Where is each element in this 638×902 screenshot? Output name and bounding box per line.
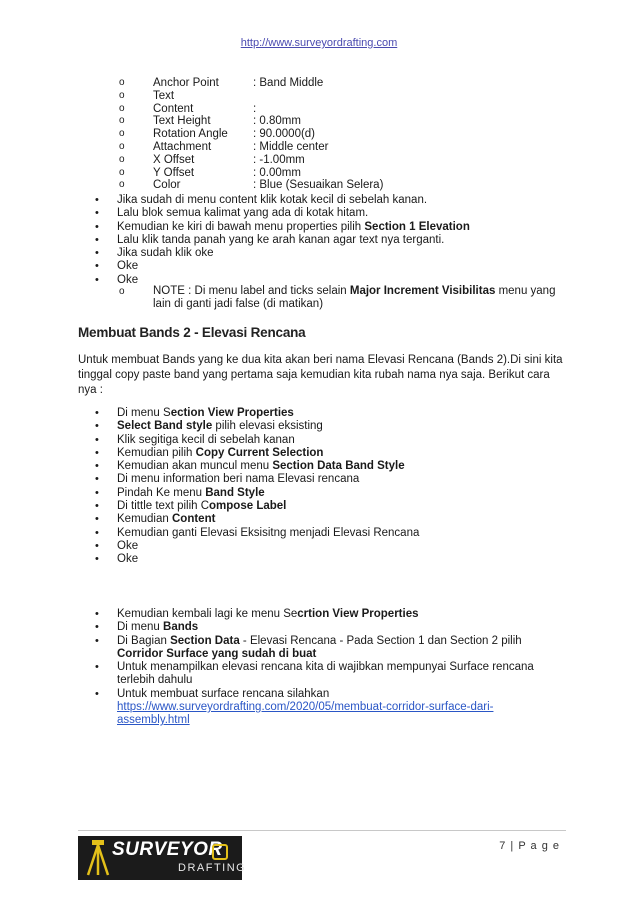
page-number: 7 | P a g e — [499, 840, 560, 852]
list-item: • Kemudian ganti Elevasi Eksisitng menjadi Elevasi Rencana — [95, 527, 419, 540]
list-text: Kemudian kembali lagi ke menu Se — [117, 608, 298, 620]
list-text: Di menu — [117, 621, 164, 634]
property-key: Text Height — [153, 115, 211, 128]
list-item — [95, 621, 563, 634]
list-item: • Oke — [95, 260, 470, 273]
list-item — [95, 500, 419, 513]
section-heading: Membuat Bands 2 - Elevasi Rencana — [78, 325, 306, 340]
list-item — [95, 513, 419, 526]
sub-bullet-icon: o — [119, 153, 125, 165]
list-item: • Di menu information beri nama Elevasi rencana — [95, 473, 419, 486]
property-value: : 0.80mm — [253, 115, 301, 128]
list-item — [95, 608, 563, 621]
list-bold: Content — [171, 513, 216, 526]
note-item — [119, 285, 559, 312]
footer-divider — [78, 830, 566, 831]
list-item: • Jika sudah di menu content klik kotak kecil di sebelah kanan. — [95, 194, 470, 207]
header-url[interactable]: http://www.surveyordrafting.com — [240, 37, 398, 49]
sub-bullet-icon: o — [119, 140, 125, 152]
list-item — [95, 487, 419, 500]
note-text: NOTE : Di menu label and ticks selain — [153, 285, 350, 297]
list-bold: crtion View Properties — [297, 608, 419, 620]
list-item: • Oke — [95, 553, 419, 566]
list-text: - Elevasi Rencana - Pada Section 1 dan Section 2 pilih — [239, 634, 522, 647]
sub-bullet-icon: o — [119, 286, 125, 297]
list-bold: Section Data Band Style — [272, 460, 405, 473]
property-value: : — [253, 102, 257, 115]
list-bold: ompose Label — [209, 500, 287, 513]
sub-bullet-icon: o — [119, 166, 125, 178]
list-text: Di tittle text pilih C — [117, 500, 210, 513]
list-item: • Jika sudah klik oke — [95, 247, 470, 260]
tutorial-link[interactable]: https://www.surveyordrafting.com/2020/05/membuat-corridor-surface-dari-assembly.html — [117, 701, 494, 727]
list-text: Di menu S — [117, 407, 171, 419]
property-key: Content — [153, 102, 194, 115]
sub-bullet-icon: o — [119, 128, 125, 140]
list-bold: Corridor Surface yang sudah di buat — [117, 647, 317, 660]
list-bold: Section 1 Elevation — [364, 220, 470, 233]
list-text: pilih elevasi eksisting — [212, 420, 323, 433]
list-item: • Untuk menampilkan elevasi rencana kita di wajibkan mempunyai Surface rencana terlebih dahulu — [95, 661, 537, 688]
property-key: Anchor Point — [153, 77, 219, 89]
list-item — [95, 635, 563, 662]
steps-list-1 — [95, 194, 470, 287]
list-item — [95, 447, 419, 460]
list-item — [95, 407, 419, 420]
property-value: : Band Middle — [253, 77, 324, 89]
surveyor-drafting-logo — [78, 836, 247, 880]
property-key: Y Offset — [153, 166, 195, 179]
tripod-icon — [86, 840, 110, 876]
steps-list-3 — [95, 608, 563, 728]
property-key: Attachment — [153, 140, 212, 153]
list-item: • Lalu klik tanda panah yang ke arah kanan agar text nya terganti. — [95, 234, 470, 247]
property-value: : 90.0000(d) — [253, 128, 316, 141]
list-text: Pindah Ke menu — [117, 486, 206, 499]
property-key: Rotation Angle — [153, 128, 228, 141]
note-text-end: menu yang lain di ganti jadi false (di matikan) — [153, 285, 556, 311]
property-key: Color — [153, 179, 181, 192]
list-item — [95, 221, 470, 234]
sub-bullet-icon: o — [119, 179, 125, 191]
list-item: • Lalu blok semua kalimat yang ada di kotak hitam. — [95, 207, 470, 220]
intro-paragraph: Untuk membuat Bands yang ke dua kita akan beri nama Elevasi Rencana (Bands 2).Di sini kita tinggal copy paste band yang pertama saja kemudian kita rubah nama nya saja. Berikut cara nya : — [78, 354, 563, 396]
list-text: Kemudian ke kiri di bawah menu properties pilih — [117, 220, 365, 233]
list-item: • Oke — [95, 540, 419, 553]
list-bold: ection View Properties — [170, 407, 294, 419]
sub-bullet-icon: o — [119, 102, 125, 114]
property-value: : Middle center — [253, 140, 329, 153]
list-item: • Klik segitiga kecil di sebelah kanan — [95, 434, 419, 447]
property-value: : -1.00mm — [253, 153, 305, 166]
sub-bullet-icon: o — [119, 89, 125, 101]
list-text: Kemudian — [117, 513, 172, 526]
list-text: Untuk membuat surface rencana silahkan — [117, 687, 330, 700]
list-bold: Band Style — [205, 486, 265, 499]
property-key: Text — [153, 89, 175, 102]
list-item — [95, 420, 419, 433]
list-text: Kemudian pilih — [117, 446, 196, 459]
sub-bullet-icon: o — [119, 115, 125, 127]
property-value: : Blue (Sesuaikan Selera) — [253, 179, 384, 192]
list-bold: Bands — [163, 621, 199, 634]
list-item — [95, 460, 419, 473]
logo-emblem — [212, 844, 228, 860]
list-item: • Oke — [95, 274, 470, 287]
note-bold: Major Increment Visibilitas — [349, 285, 496, 297]
sub-bullet-icon: o — [119, 77, 125, 88]
list-bold: Select Band style — [117, 420, 213, 433]
logo-subtext: DRAFTING — [178, 862, 247, 874]
list-text: Kemudian akan muncul menu — [117, 460, 273, 473]
property-key: X Offset — [153, 153, 195, 166]
list-bold: Section Data — [170, 634, 240, 647]
steps-list-2 — [95, 407, 419, 567]
list-item — [95, 688, 537, 728]
property-value: : 0.00mm — [253, 166, 301, 179]
list-bold: Copy Current Selection — [195, 446, 324, 459]
logo-text: SURVEYOR — [112, 839, 223, 860]
list-text: Di Bagian — [117, 634, 171, 647]
